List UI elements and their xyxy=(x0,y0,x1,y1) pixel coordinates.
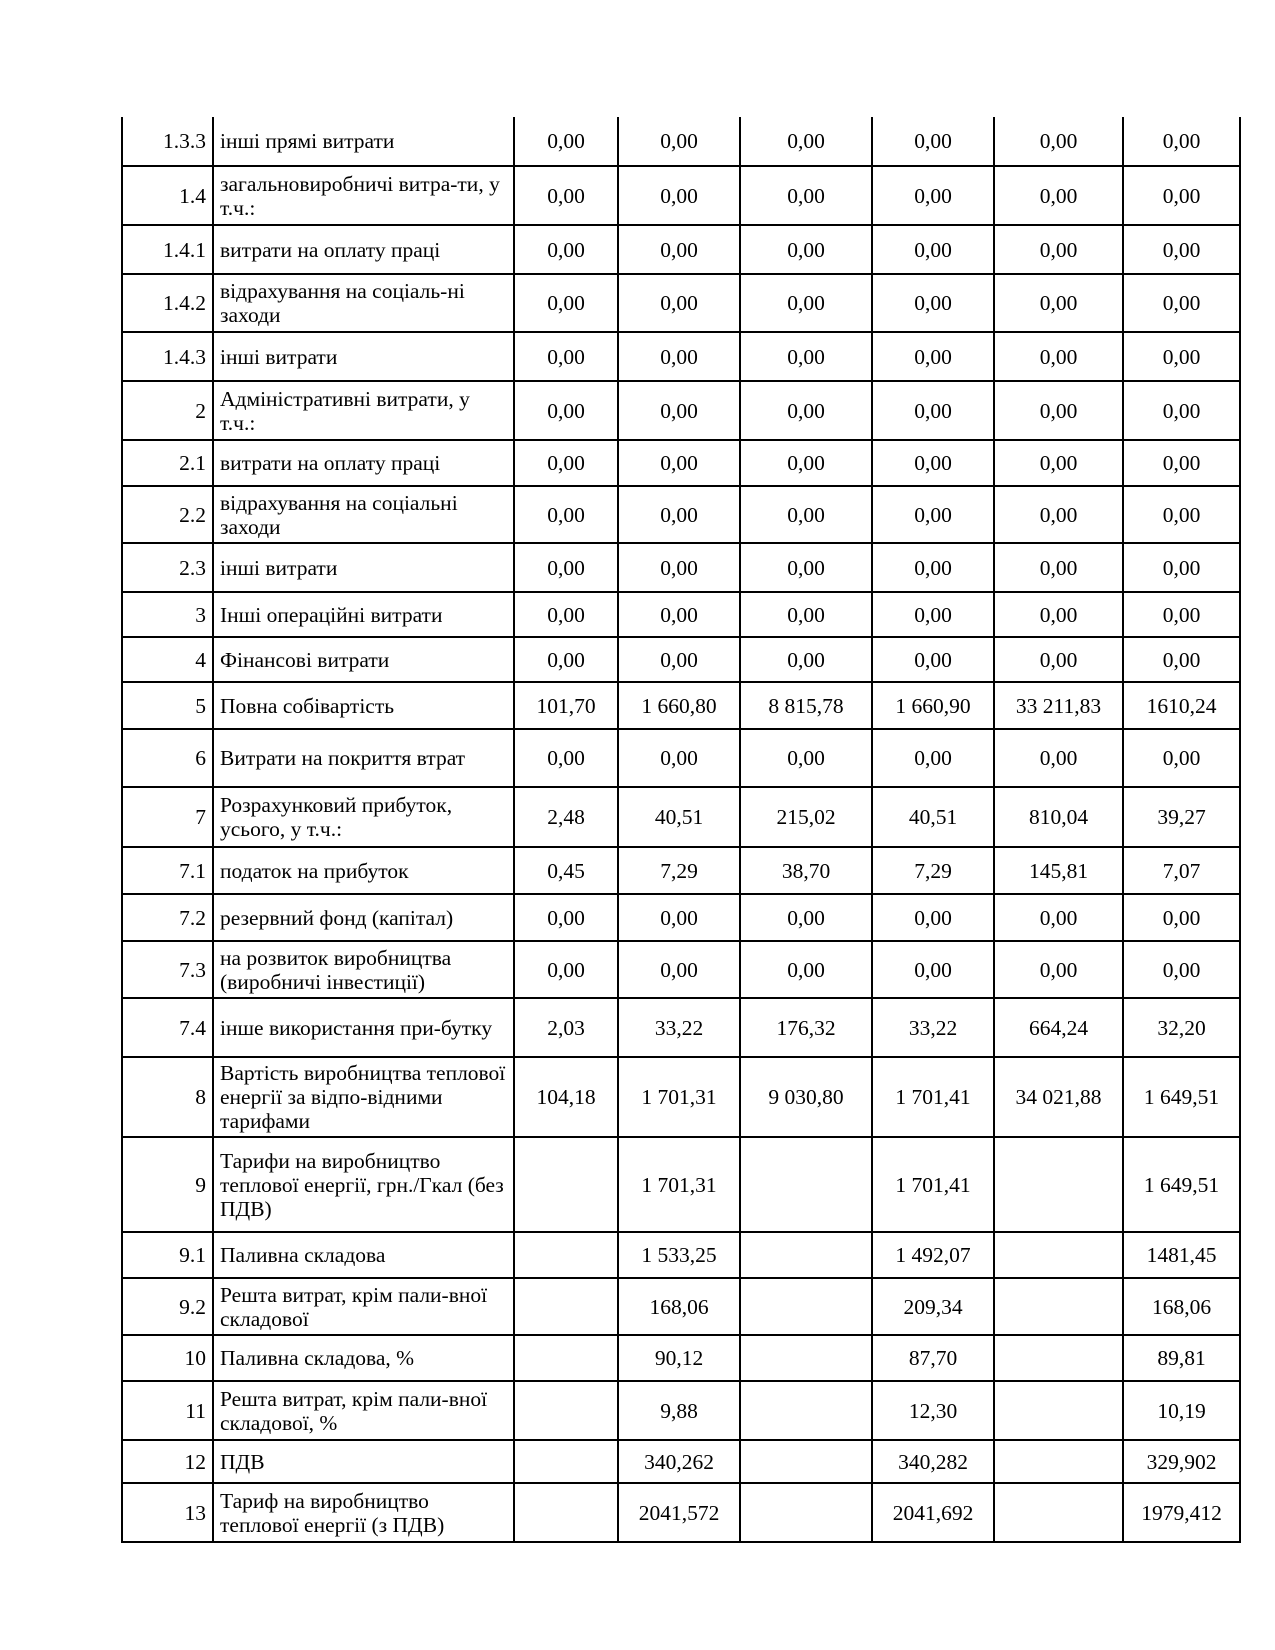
value-cell: 0,00 xyxy=(994,332,1123,381)
value-cell: 0,00 xyxy=(514,941,618,998)
value-cell: 2041,572 xyxy=(618,1483,740,1542)
row-label-cell: загальновиробничі витра-ти, у т.ч.: xyxy=(213,166,514,225)
value-cell xyxy=(740,1440,872,1483)
row-label-cell: Витрати на покриття втрат xyxy=(213,729,514,787)
value-cell: 9 030,80 xyxy=(740,1057,872,1137)
value-cell: 0,00 xyxy=(994,486,1123,543)
table-row xyxy=(122,1335,1240,1381)
row-label-cell: Решта витрат, крім пали-вної складової, % xyxy=(213,1381,514,1440)
row-number-cell: 5 xyxy=(122,682,213,729)
table-row xyxy=(122,1057,1240,1137)
value-cell: 1 660,90 xyxy=(872,682,994,729)
value-cell: 0,00 xyxy=(994,543,1123,592)
value-cell: 0,00 xyxy=(514,381,618,440)
value-cell: 0,00 xyxy=(514,592,618,637)
table-row xyxy=(122,592,1240,637)
value-cell xyxy=(994,1232,1123,1278)
row-label-cell: Решта витрат, крім пали-вної складової xyxy=(213,1278,514,1335)
row-number-cell: 8 xyxy=(122,1057,213,1137)
value-cell: 9,88 xyxy=(618,1381,740,1440)
value-cell: 101,70 xyxy=(514,682,618,729)
table-row xyxy=(122,1381,1240,1440)
table-row xyxy=(122,787,1240,847)
value-cell: 0,00 xyxy=(994,637,1123,682)
value-cell: 7,29 xyxy=(618,847,740,894)
value-cell: 87,70 xyxy=(872,1335,994,1381)
table-row xyxy=(122,637,1240,682)
row-number-cell: 1.4.3 xyxy=(122,332,213,381)
value-cell: 0,00 xyxy=(994,381,1123,440)
row-label-cell: Паливна складова, % xyxy=(213,1335,514,1381)
value-cell: 0,00 xyxy=(1123,592,1240,637)
value-cell: 0,00 xyxy=(994,592,1123,637)
row-number-cell: 7.3 xyxy=(122,941,213,998)
value-cell: 0,00 xyxy=(618,274,740,332)
table-row xyxy=(122,486,1240,543)
value-cell: 1 649,51 xyxy=(1123,1137,1240,1232)
value-cell xyxy=(514,1381,618,1440)
value-cell: 0,00 xyxy=(618,543,740,592)
value-cell: 7,29 xyxy=(872,847,994,894)
table-row xyxy=(122,998,1240,1057)
value-cell: 0,00 xyxy=(1123,637,1240,682)
value-cell: 0,00 xyxy=(1123,894,1240,941)
row-label-cell: інші прямі витрати xyxy=(213,117,514,166)
value-cell: 10,19 xyxy=(1123,1381,1240,1440)
value-cell: 32,20 xyxy=(1123,998,1240,1057)
table-row xyxy=(122,274,1240,332)
value-cell: 0,00 xyxy=(740,637,872,682)
row-label-cell: Тарифи на виробництво теплової енергії, грн./Гкал (без ПДВ) xyxy=(213,1137,514,1232)
table-row xyxy=(122,894,1240,941)
value-cell: 1 701,31 xyxy=(618,1057,740,1137)
row-number-cell: 1.4.2 xyxy=(122,274,213,332)
value-cell: 0,00 xyxy=(994,117,1123,166)
value-cell: 0,00 xyxy=(740,274,872,332)
table-row xyxy=(122,941,1240,998)
value-cell xyxy=(514,1440,618,1483)
value-cell: 168,06 xyxy=(618,1278,740,1335)
table-body xyxy=(122,117,1240,1542)
value-cell xyxy=(994,1381,1123,1440)
value-cell: 2,48 xyxy=(514,787,618,847)
value-cell: 0,00 xyxy=(740,729,872,787)
row-number-cell: 7.2 xyxy=(122,894,213,941)
table-row xyxy=(122,381,1240,440)
row-number-cell: 1.4 xyxy=(122,166,213,225)
row-label-cell: інші витрати xyxy=(213,543,514,592)
value-cell: 0,00 xyxy=(514,543,618,592)
value-cell: 0,00 xyxy=(740,440,872,486)
value-cell xyxy=(740,1335,872,1381)
value-cell: 0,00 xyxy=(1123,166,1240,225)
value-cell: 33,22 xyxy=(872,998,994,1057)
value-cell: 0,00 xyxy=(514,440,618,486)
value-cell xyxy=(994,1278,1123,1335)
value-cell: 145,81 xyxy=(994,847,1123,894)
row-number-cell: 2 xyxy=(122,381,213,440)
value-cell: 1481,45 xyxy=(1123,1232,1240,1278)
row-label-cell: Повна собівартість xyxy=(213,682,514,729)
value-cell: 0,00 xyxy=(740,941,872,998)
value-cell xyxy=(514,1335,618,1381)
value-cell: 1 701,31 xyxy=(618,1137,740,1232)
value-cell: 0,00 xyxy=(872,225,994,274)
value-cell: 0,00 xyxy=(740,543,872,592)
value-cell: 40,51 xyxy=(872,787,994,847)
row-number-cell: 13 xyxy=(122,1483,213,1542)
value-cell: 1 701,41 xyxy=(872,1057,994,1137)
table-row xyxy=(122,1278,1240,1335)
value-cell: 0,45 xyxy=(514,847,618,894)
row-label-cell: Тариф на виробництво теплової енергії (з ПДВ) xyxy=(213,1483,514,1542)
value-cell: 0,00 xyxy=(994,440,1123,486)
value-cell: 0,00 xyxy=(1123,225,1240,274)
value-cell xyxy=(740,1483,872,1542)
value-cell: 1 649,51 xyxy=(1123,1057,1240,1137)
value-cell: 0,00 xyxy=(994,894,1123,941)
value-cell: 0,00 xyxy=(740,117,872,166)
row-number-cell: 9 xyxy=(122,1137,213,1232)
row-label-cell: Вартість виробництва теплової енергії за відпо-відними тарифами xyxy=(213,1057,514,1137)
value-cell: 0,00 xyxy=(994,729,1123,787)
table-row xyxy=(122,729,1240,787)
value-cell: 664,24 xyxy=(994,998,1123,1057)
table-row xyxy=(122,1440,1240,1483)
value-cell xyxy=(514,1278,618,1335)
row-label-cell: на розвиток виробництва (виробничі інвестиції) xyxy=(213,941,514,998)
row-label-cell: Розрахунковий прибуток, усього, у т.ч.: xyxy=(213,787,514,847)
value-cell xyxy=(994,1335,1123,1381)
value-cell: 340,282 xyxy=(872,1440,994,1483)
value-cell: 0,00 xyxy=(994,166,1123,225)
value-cell: 340,262 xyxy=(618,1440,740,1483)
value-cell: 1 701,41 xyxy=(872,1137,994,1232)
value-cell: 0,00 xyxy=(514,637,618,682)
value-cell xyxy=(740,1232,872,1278)
value-cell: 2041,692 xyxy=(872,1483,994,1542)
value-cell: 0,00 xyxy=(872,440,994,486)
row-number-cell: 10 xyxy=(122,1335,213,1381)
row-number-cell: 7 xyxy=(122,787,213,847)
value-cell: 0,00 xyxy=(994,274,1123,332)
table-row xyxy=(122,847,1240,894)
value-cell: 0,00 xyxy=(618,894,740,941)
table-row xyxy=(122,682,1240,729)
value-cell xyxy=(994,1440,1123,1483)
value-cell: 0,00 xyxy=(1123,941,1240,998)
row-label-cell: ПДВ xyxy=(213,1440,514,1483)
table-row xyxy=(122,225,1240,274)
value-cell: 1610,24 xyxy=(1123,682,1240,729)
value-cell: 0,00 xyxy=(618,941,740,998)
value-cell: 1 533,25 xyxy=(618,1232,740,1278)
row-number-cell: 11 xyxy=(122,1381,213,1440)
value-cell: 0,00 xyxy=(514,332,618,381)
value-cell: 0,00 xyxy=(514,729,618,787)
value-cell xyxy=(514,1483,618,1542)
value-cell xyxy=(740,1381,872,1440)
value-cell: 0,00 xyxy=(740,166,872,225)
value-cell: 0,00 xyxy=(740,332,872,381)
row-number-cell: 6 xyxy=(122,729,213,787)
row-label-cell: витрати на оплату праці xyxy=(213,225,514,274)
value-cell: 0,00 xyxy=(872,381,994,440)
table-row xyxy=(122,117,1240,166)
value-cell: 0,00 xyxy=(514,894,618,941)
value-cell: 209,34 xyxy=(872,1278,994,1335)
row-number-cell: 9.1 xyxy=(122,1232,213,1278)
row-number-cell: 9.2 xyxy=(122,1278,213,1335)
value-cell: 8 815,78 xyxy=(740,682,872,729)
value-cell: 0,00 xyxy=(872,543,994,592)
value-cell: 0,00 xyxy=(994,941,1123,998)
value-cell: 215,02 xyxy=(740,787,872,847)
value-cell: 0,00 xyxy=(618,592,740,637)
value-cell: 0,00 xyxy=(994,225,1123,274)
value-cell: 33,22 xyxy=(618,998,740,1057)
value-cell: 0,00 xyxy=(618,117,740,166)
row-label-cell: Інші операційні витрати xyxy=(213,592,514,637)
value-cell xyxy=(740,1278,872,1335)
value-cell: 0,00 xyxy=(872,117,994,166)
value-cell: 39,27 xyxy=(1123,787,1240,847)
value-cell: 0,00 xyxy=(514,225,618,274)
value-cell: 0,00 xyxy=(872,592,994,637)
value-cell: 0,00 xyxy=(618,225,740,274)
value-cell: 0,00 xyxy=(1123,274,1240,332)
row-label-cell: податок на прибуток xyxy=(213,847,514,894)
table-row xyxy=(122,332,1240,381)
value-cell xyxy=(994,1137,1123,1232)
value-cell: 0,00 xyxy=(618,486,740,543)
value-cell: 0,00 xyxy=(1123,440,1240,486)
row-number-cell: 2.2 xyxy=(122,486,213,543)
value-cell: 38,70 xyxy=(740,847,872,894)
value-cell: 0,00 xyxy=(514,486,618,543)
value-cell xyxy=(740,1137,872,1232)
row-label-cell: Адміністративні витрати, у т.ч.: xyxy=(213,381,514,440)
value-cell: 0,00 xyxy=(1123,117,1240,166)
table-row xyxy=(122,1137,1240,1232)
value-cell xyxy=(514,1232,618,1278)
row-label-cell: відрахування на соціаль-ні заходи xyxy=(213,274,514,332)
table-row xyxy=(122,440,1240,486)
table-row xyxy=(122,1232,1240,1278)
value-cell: 0,00 xyxy=(618,729,740,787)
value-cell: 104,18 xyxy=(514,1057,618,1137)
value-cell: 0,00 xyxy=(740,894,872,941)
value-cell: 0,00 xyxy=(1123,381,1240,440)
value-cell: 0,00 xyxy=(740,486,872,543)
value-cell: 89,81 xyxy=(1123,1335,1240,1381)
row-label-cell: резервний фонд (капітал) xyxy=(213,894,514,941)
row-number-cell: 2.1 xyxy=(122,440,213,486)
row-number-cell: 12 xyxy=(122,1440,213,1483)
tariff-cost-table xyxy=(121,117,1241,1543)
row-label-cell: відрахування на соціальні заходи xyxy=(213,486,514,543)
value-cell: 0,00 xyxy=(1123,486,1240,543)
value-cell: 1 660,80 xyxy=(618,682,740,729)
value-cell: 90,12 xyxy=(618,1335,740,1381)
value-cell: 0,00 xyxy=(872,486,994,543)
value-cell: 0,00 xyxy=(1123,543,1240,592)
value-cell: 0,00 xyxy=(872,332,994,381)
value-cell: 0,00 xyxy=(514,166,618,225)
row-label-cell: інші витрати xyxy=(213,332,514,381)
value-cell: 0,00 xyxy=(514,117,618,166)
value-cell: 168,06 xyxy=(1123,1278,1240,1335)
table-row xyxy=(122,1483,1240,1542)
row-label-cell: інше використання при-бутку xyxy=(213,998,514,1057)
value-cell: 810,04 xyxy=(994,787,1123,847)
row-number-cell: 7.1 xyxy=(122,847,213,894)
value-cell: 0,00 xyxy=(618,166,740,225)
value-cell: 0,00 xyxy=(740,225,872,274)
value-cell: 0,00 xyxy=(872,729,994,787)
row-label-cell: витрати на оплату праці xyxy=(213,440,514,486)
value-cell: 0,00 xyxy=(1123,729,1240,787)
value-cell: 176,32 xyxy=(740,998,872,1057)
value-cell: 0,00 xyxy=(872,637,994,682)
row-number-cell: 2.3 xyxy=(122,543,213,592)
value-cell: 329,902 xyxy=(1123,1440,1240,1483)
value-cell: 0,00 xyxy=(618,637,740,682)
row-number-cell: 3 xyxy=(122,592,213,637)
value-cell: 0,00 xyxy=(740,592,872,637)
value-cell: 2,03 xyxy=(514,998,618,1057)
value-cell: 0,00 xyxy=(872,941,994,998)
row-number-cell: 4 xyxy=(122,637,213,682)
row-label-cell: Паливна складова xyxy=(213,1232,514,1278)
value-cell: 1 492,07 xyxy=(872,1232,994,1278)
row-label-cell: Фінансові витрати xyxy=(213,637,514,682)
value-cell: 0,00 xyxy=(618,440,740,486)
value-cell: 7,07 xyxy=(1123,847,1240,894)
table-row xyxy=(122,166,1240,225)
value-cell: 0,00 xyxy=(872,894,994,941)
value-cell: 12,30 xyxy=(872,1381,994,1440)
value-cell: 40,51 xyxy=(618,787,740,847)
table-row xyxy=(122,543,1240,592)
value-cell: 33 211,83 xyxy=(994,682,1123,729)
value-cell: 0,00 xyxy=(872,166,994,225)
value-cell: 1979,412 xyxy=(1123,1483,1240,1542)
row-number-cell: 7.4 xyxy=(122,998,213,1057)
value-cell: 0,00 xyxy=(618,332,740,381)
row-number-cell: 1.3.3 xyxy=(122,117,213,166)
value-cell: 0,00 xyxy=(618,381,740,440)
row-number-cell: 1.4.1 xyxy=(122,225,213,274)
value-cell: 0,00 xyxy=(1123,332,1240,381)
value-cell: 34 021,88 xyxy=(994,1057,1123,1137)
value-cell xyxy=(994,1483,1123,1542)
value-cell xyxy=(514,1137,618,1232)
value-cell: 0,00 xyxy=(740,381,872,440)
value-cell: 0,00 xyxy=(514,274,618,332)
value-cell: 0,00 xyxy=(872,274,994,332)
